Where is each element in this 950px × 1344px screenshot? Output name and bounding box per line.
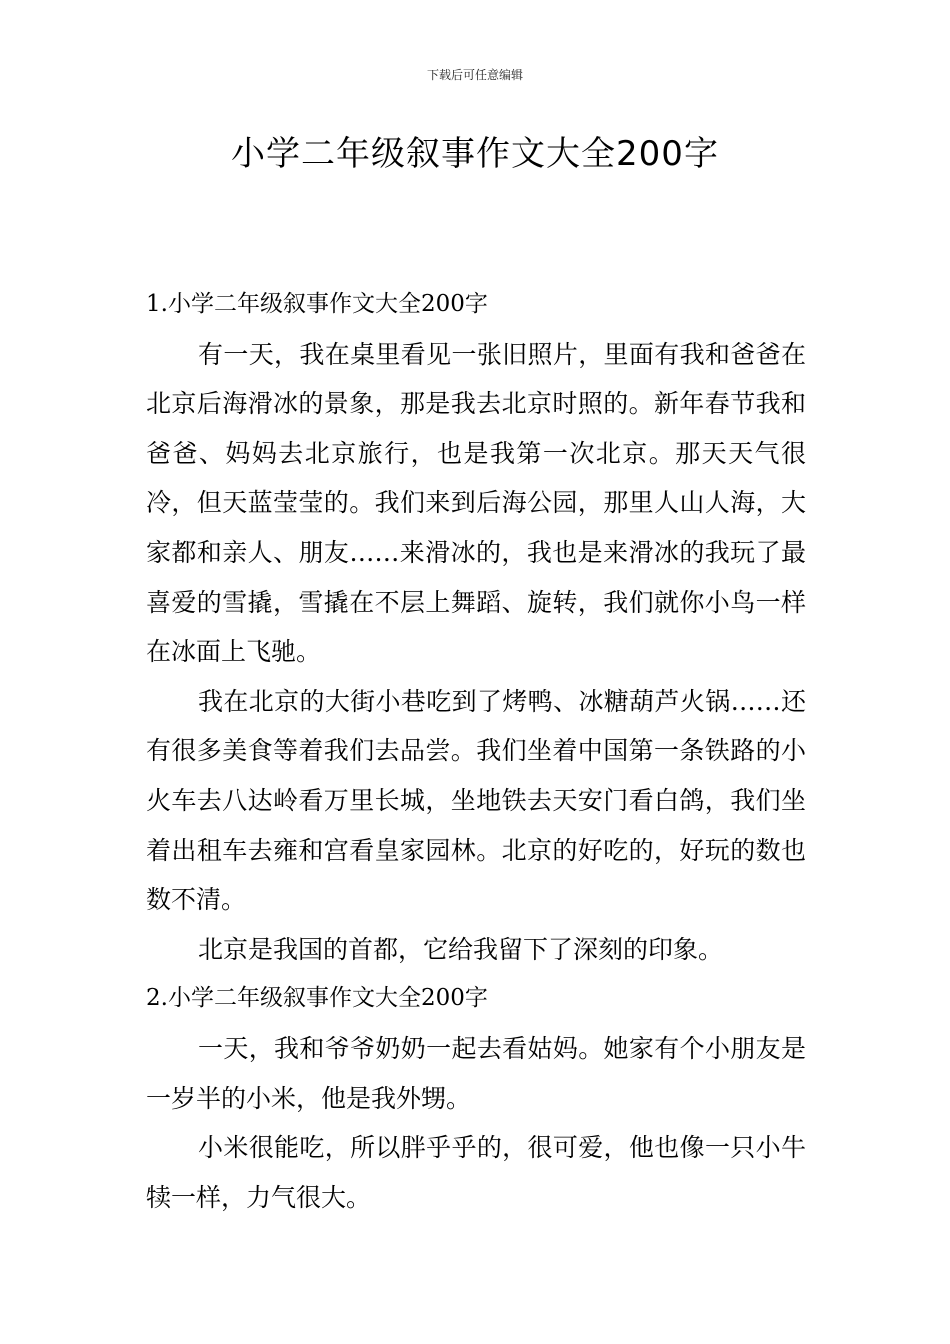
paragraph: 有一天，我在桌里看见一张旧照片，里面有我和爸爸在北京后海滑冰的景象，那是我去北京时照的。新年春节我和爸爸、妈妈去北京旅行，也是我第一次北京。那天天气很冷，但天蓝莹莹的。我们来到后海公园，那里人山人海，大家都和亲人、朋友……来滑冰的，我也是来滑冰的我玩了最喜爱的雪撬，雪撬在不层上舞蹈、旋转，我们就你小鸟一样在冰面上飞驰。: [146, 339, 806, 667]
section-heading: 1.小学二年级叙事作文大全200字: [146, 291, 488, 317]
paragraph: 一天，我和爷爷奶奶一起去看姑妈。她家有个小朋友是一岁半的小米，他是我外甥。: [146, 1033, 806, 1113]
section-heading: 2.小学二年级叙事作文大全200字: [146, 985, 488, 1012]
document-title: 小学二年级叙事作文大全200字: [231, 134, 719, 174]
header-note: 下载后可任意编辑: [426, 68, 523, 82]
document-body: [146, 280, 806, 1222]
paragraph: 我在北京的大街小巷吃到了烤鸭、冰糖葫芦火锅……还有很多美食等着我们去品尝。我们坐着中国第一条铁路的小火车去八达岭看万里长城，坐地铁去天安门看白鸽，我们坐着出租车去雍和宫看皇家园林。北京的好吃的，好玩的数也数不清。: [146, 686, 806, 915]
paragraph: 北京是我国的首都，它给我留下了深刻的印象。: [198, 934, 724, 964]
paragraph: 小米很能吃，所以胖乎乎的，很可爱，他也像一只小牛犊一样，力气很大。: [146, 1133, 806, 1212]
